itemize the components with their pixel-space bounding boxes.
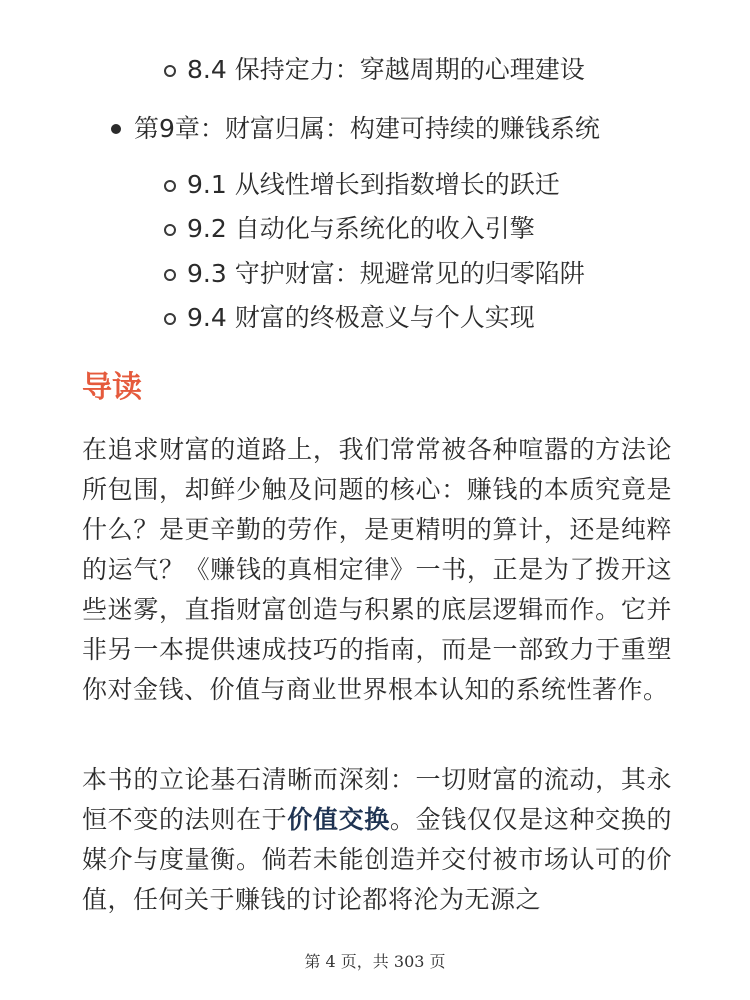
toc-item-label: 9.1 从线性增长到指数增长的跃迁 xyxy=(187,170,560,199)
section-heading-intro: 导读 xyxy=(82,370,142,405)
paragraph-text: 本书的立论基石清晰而深刻：一切财富的流动，其永恒不变的法则在于 xyxy=(82,765,672,834)
toc-item-label: 8.4 保持定力：穿越周期的心理建设 xyxy=(187,55,585,84)
paragraph-text: 。金钱仅仅是这种交换的媒介与度量衡。倘若未能创造并交付被市场认可的价值，任何关于赚钱的讨论都将沦为无源之 xyxy=(82,805,672,914)
circle-bullet-icon xyxy=(164,224,176,236)
circle-bullet-icon xyxy=(164,180,176,192)
circle-bullet-icon xyxy=(164,313,176,325)
toc-item-8-4 xyxy=(187,53,585,87)
intro-paragraph-1: 在追求财富的道路上，我们常常被各种喧嚣的方法论所包围，却鲜少触及问题的核心：赚钱的本质究竟是什么？是更辛勤的劳作，是更精明的算计，还是纯粹的运气？《赚钱的真相定律》一书，正是为了拨开这些迷雾，直指财富创造与积累的底层逻辑而作。它并非另一本提供速成技巧的指南，而是一部致力于重塑你对金钱、价值与商业世界根本认知的系统性著作。 xyxy=(82,435,672,704)
toc-item-label: 9.4 财富的终极意义与个人实现 xyxy=(187,303,535,332)
emphasis-value-exchange: 价值交换 xyxy=(287,805,390,834)
intro-paragraph-2 xyxy=(82,760,672,920)
toc-chapter-label: 第9章：财富归属：构建可持续的赚钱系统 xyxy=(134,114,600,143)
page-number-footer: 第 4 页，共 303 页 xyxy=(304,952,446,971)
disc-bullet-icon xyxy=(111,124,121,134)
toc-item-9-2 xyxy=(187,212,535,246)
toc-item-9-4 xyxy=(187,301,535,335)
toc-chapter-9 xyxy=(134,112,600,146)
toc-item-9-1 xyxy=(187,168,560,202)
toc-item-label: 9.3 守护财富：规避常见的归零陷阱 xyxy=(187,259,585,288)
toc-item-9-3 xyxy=(187,257,585,291)
toc-item-label: 9.2 自动化与系统化的收入引擎 xyxy=(187,214,535,243)
circle-bullet-icon xyxy=(164,65,176,77)
circle-bullet-icon xyxy=(164,269,176,281)
